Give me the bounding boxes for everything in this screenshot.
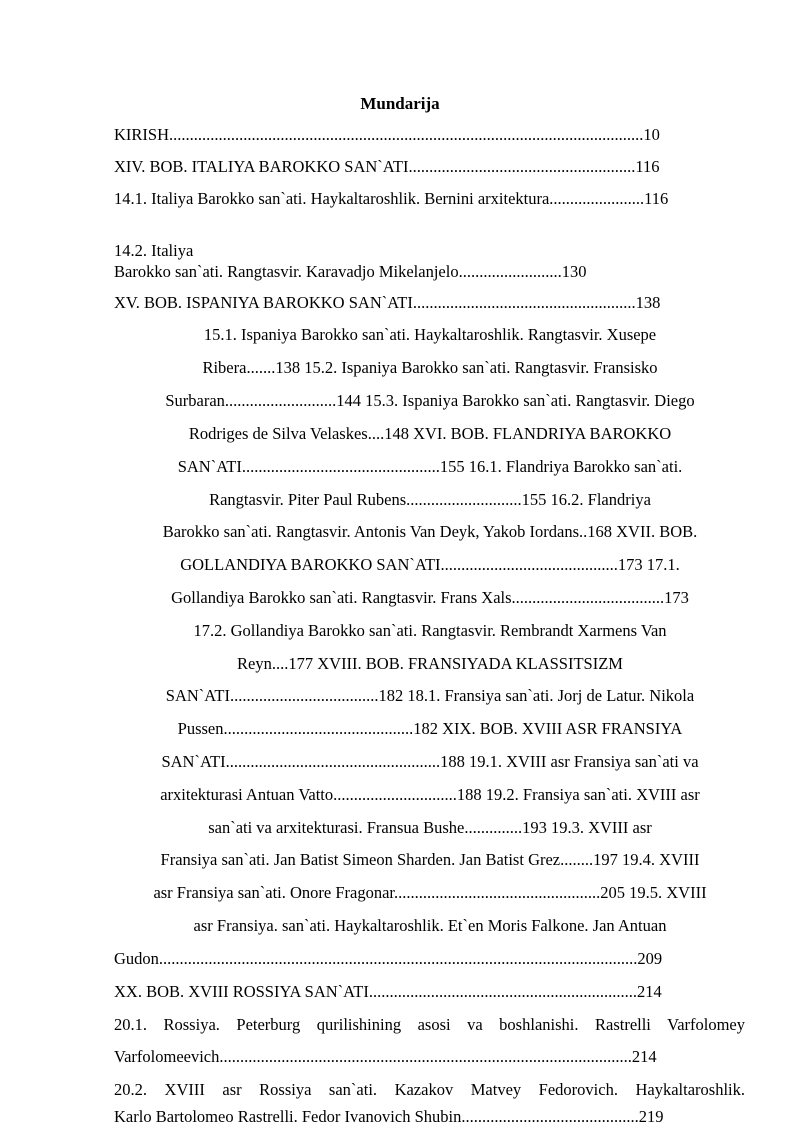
- toc-line-23: Fransiya san`ati. Jan Batist Simeon Sharden. Jan Batist Grez........197 19.4. XVIII: [160, 850, 700, 869]
- toc-line-13: Barokko san`ati. Rangtasvir. Antonis Van Deyk, Yakob Iordans..168 XVII. BOB.: [162, 522, 698, 541]
- toc-line-15: Gollandiya Barokko san`ati. Rangtasvir. Frans Xals.....................................173: [171, 588, 689, 607]
- toc-line-19: Pussen..............................................182 XIX. BOB. XVIII ASR FRANSIYA: [177, 719, 683, 738]
- toc-line-4: 14.2. Italiya: [114, 241, 194, 260]
- toc-line-10: Rodriges de Silva Velaskes....148 XVI. BOB. FLANDRIYA BAROKKO: [188, 424, 672, 443]
- toc-line-11: SAN`ATI................................................155 16.1. Flandriya Barokko san`ati.: [177, 457, 683, 476]
- toc-line-26: Gudon....................................................................................................................209: [114, 949, 663, 968]
- toc-line-7: 15.1. Ispaniya Barokko san`ati. Haykaltaroshlik. Rangtasvir. Xusepe: [203, 325, 657, 344]
- toc-line-1: KIRISH...................................................................................................................10: [114, 125, 660, 144]
- toc-line-16: 17.2. Gollandiya Barokko san`ati. Rangtasvir. Rembrandt Xarmens Van: [193, 621, 667, 640]
- toc-line-22: san`ati va arxitekturasi. Fransua Bushe..............193 19.3. XVIII asr: [208, 818, 652, 837]
- toc-line-25: asr Fransiya. san`ati. Haykaltaroshlik. Et`en Moris Falkone. Jan Antuan: [193, 916, 667, 935]
- toc-line-5: Barokko san`ati. Rangtasvir. Karavadjo Mikelanjelo.........................130: [114, 262, 587, 281]
- toc-line-29: Varfolomeevich....................................................................................................214: [114, 1047, 657, 1066]
- toc-line-18: SAN`ATI....................................182 18.1. Fransiya san`ati. Jorj de Latur. Nikola: [165, 686, 695, 705]
- toc-heading: Mundarija: [360, 94, 440, 113]
- toc-line-31: Karlo Bartolomeo Rastrelli. Fedor Ivanovich Shubin...........................................219: [114, 1107, 664, 1126]
- toc-line-8: Ribera.......138 15.2. Ispaniya Barokko san`ati. Rangtasvir. Fransisko: [202, 358, 658, 377]
- toc-line-30: 20.2. XVIII asr Rossiya san`ati. Kazakov Matvey Fedorovich. Haykaltaroshlik.: [114, 1080, 745, 1099]
- toc-line-3: 14.1. Italiya Barokko san`ati. Haykaltaroshlik. Bernini arxitektura.......................116: [114, 189, 669, 208]
- toc-line-24: asr Fransiya san`ati. Onore Fragonar..................................................205 19.5. XVIII: [153, 883, 707, 902]
- toc-line-6: XV. BOB. ISPANIYA BAROKKO SAN`ATI......................................................138: [114, 293, 661, 312]
- toc-line-12: Rangtasvir. Piter Paul Rubens............................155 16.2. Flandriya: [209, 490, 651, 509]
- toc-line-28: 20.1. Rossiya. Peterburg qurilishining asosi va boshlanishi. Rastrelli Varfolomey: [114, 1015, 745, 1034]
- toc-line-17: Reyn....177 XVIII. BOB. FRANSIYADA KLASSITSIZM: [237, 654, 623, 673]
- toc-line-2: XIV. BOB. ITALIYA BAROKKO SAN`ATI.......................................................116: [114, 157, 660, 176]
- toc-line-21: arxitekturasi Antuan Vatto..............................188 19.2. Fransiya san`ati. XVIII asr: [160, 785, 700, 804]
- toc-line-20: SAN`ATI....................................................188 19.1. XVIII asr Fransiya san`ati va: [161, 752, 699, 771]
- toc-line-27: XX. BOB. XVIII ROSSIYA SAN`ATI.................................................................214: [114, 982, 662, 1001]
- toc-line-14: GOLLANDIYA BAROKKO SAN`ATI...........................................173 17.1.: [180, 555, 680, 574]
- toc-line-9: Surbaran...........................144 15.3. Ispaniya Barokko san`ati. Rangtasvir. Diego: [165, 391, 695, 410]
